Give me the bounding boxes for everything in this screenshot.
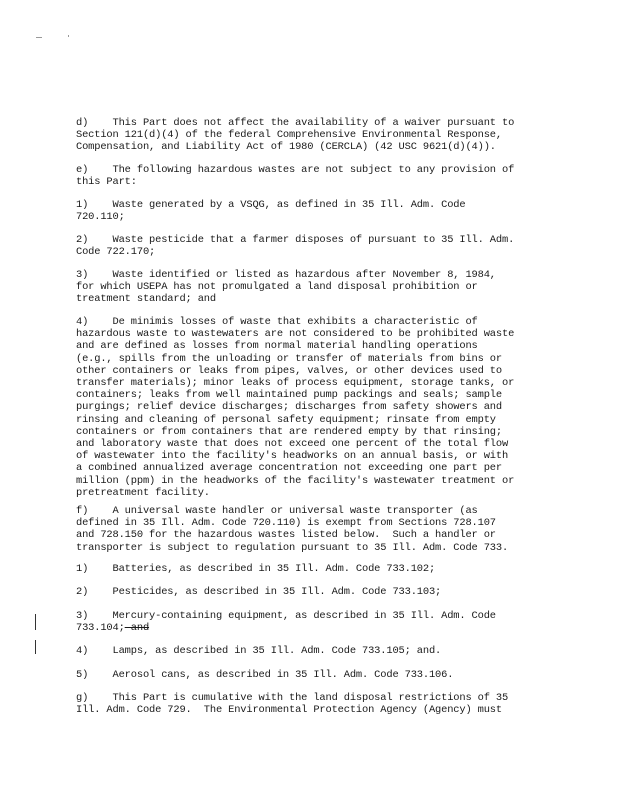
paragraph-f3 [76,610,528,634]
scan-speck [68,35,69,37]
paragraph-f: f) A universal waste handler or universal waste transporter (as defined in 35 Ill. Adm. Code 720.110) is exempt from Sections 728.107 and 728.150 for the hazardous wastes listed below. Such a handler or transporter is subject to regulation pursuant to 35 Ill. Adm. Code 733. [76,505,509,554]
paragraph-e1: 1) Waste generated by a VSQG, as defined in 35 Ill. Adm. Code 720.110; [76,199,466,224]
revision-bar [35,614,36,630]
paragraph-g: g) This Part is cumulative with the land disposal restrictions of 35 Ill. Adm. Code 729. The Environmental Protection Agency (Agency) must [76,692,509,717]
f3-text: 3) Mercury-containing equipment, as described in 35 Ill. Adm. Code 733.104; [76,610,496,635]
f3-struck-text: and [124,622,150,635]
paragraph-f1: 1) Batteries, as described in 35 Ill. Adm. Code 733.102; [76,563,436,575]
paragraph-d: d) This Part does not affect the availability of a waiver pursuant to Section 121(d)(4) of the federal Comprehensive Environmental Response, Compensation, and Liability Act of 1980 (CERCLA) (42 USC 9621(d)(4)). [76,117,515,154]
paragraph-f2: 2) Pesticides, as described in 35 Ill. Adm. Code 733.103; [76,586,442,598]
paragraph-e3: 3) Waste identified or listed as hazardous after November 8, 1984, for which USEPA has not promulgated a land disposal prohibition or treatment standard; and [76,269,496,306]
paragraph-e4: 4) De minimis losses of waste that exhibits a characteristic of hazardous waste to wastewaters are not considered to be prohibited waste and are defined as losses from normal material handling operations (e.g., spills from the unloading or transfer of materials from bins or other containers or leaks from pipes, valves, or other devices used to transfer materials); minor leaks of process equipment, storage tanks, or containers; leaks from well maintained pump packings and seals; sample purgings; relief device discharges; discharges from safety showers and rinsing and cleaning of personal safety equipment; rinsate from empty containers or from containers that are rendered empty by that rinsing; and laboratory waste that does not exceed one percent of the total flow of wastewater into the facility's headworks on an annual basis, or with a combined annualized average concentration not exceeding one part per million (ppm) in the headworks of the facility's wastewater treatment or pretreatment facility. [76,316,515,499]
paragraph-e2: 2) Waste pesticide that a farmer disposes of pursuant to 35 Ill. Adm. Code 722.170; [76,234,515,259]
paragraph-f5: 5) Aerosol cans, as described in 35 Ill. Adm. Code 733.106. [76,669,454,681]
scan-speck [36,37,42,38]
revision-bar [35,640,36,654]
paragraph-e: e) The following hazardous wastes are not subject to any provision of this Part: [76,164,515,189]
paragraph-f4: 4) Lamps, as described in 35 Ill. Adm. Code 733.105; and. [76,645,442,657]
